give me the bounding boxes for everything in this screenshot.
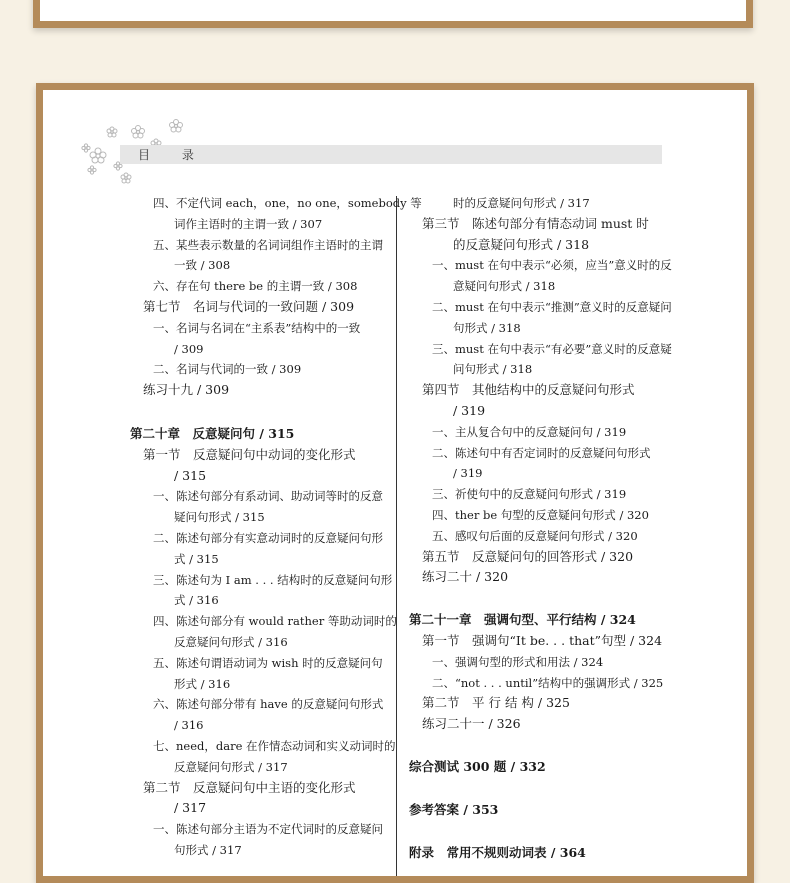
toc-section-continued: 的反意疑问句形式 / 318 [453,236,590,252]
toc-subitem: 四、陈述句部分有 would rather 等助动词时的 [153,614,397,629]
toc-subitem: 三、祈使句中的反意疑问句形式 / 319 [432,487,627,502]
toc-section: 第五节 反意疑问句的回答形式 / 320 [422,548,634,564]
toc-chapter: 附录 常用不规则动词表 / 364 [409,844,586,860]
toc-subitem: 四、ther be 句型的反意疑问句形式 / 320 [432,508,649,522]
toc-subitem: 五、陈述句谓语动词为 wish 时的反意疑问句 [153,655,383,670]
toc-subitem: 二、陈述句部分有实意动词时的反意疑问句形 [153,531,383,545]
page-title: 目 录 [138,148,208,162]
toc-subitem-continued: 意疑问句形式 / 318 [453,279,556,294]
column-divider [396,196,397,876]
toc-subitem: 一、陈述句部分有系动词、助动词等时的反意 [153,489,383,504]
toc-subitem: 三、must 在句中表示“有必要”意义时的反意疑 [432,341,672,356]
toc-subitem: 四、不定代词 each，one，no one，somebody 等 [153,196,422,210]
toc-chapter: 综合测试 300 题 / 332 [409,759,546,774]
toc-subitem-continued: 时的反意疑问句形式 / 317 [453,196,590,210]
toc-exercise: 练习十九 / 309 [143,382,230,398]
toc-subitem-continued: 反意疑问句形式 / 316 [174,635,288,649]
toc-subitem: 七、need，dare 在作情态动词和实义动词时的 [153,739,396,753]
top-page-frame [33,0,753,28]
toc-section-continued: / 319 [453,403,486,418]
toc-subitem-continued: / 309 [174,341,204,356]
toc-section: 第七节 名词与代词的一致问题 / 309 [143,299,355,314]
toc-exercise: 练习二十 / 320 [422,569,509,585]
toc-subitem: 一、陈述句部分主语为不定代词时的反意疑问 [153,822,383,837]
toc-chapter: 第二十章 反意疑问句 / 315 [130,426,295,441]
toc-subitem-continued: 反意疑问句形式 / 317 [174,759,288,774]
toc-chapter: 参考答案 / 353 [409,801,499,817]
toc-subitem: 一、must 在句中表示“必须，应当”意义时的反 [432,258,672,273]
toc-subitem-continued: 形式 / 316 [174,676,231,691]
toc-section-continued: / 315 [174,467,207,483]
toc-exercise: 练习二十一 / 326 [422,716,521,732]
toc-subitem: 二、名词与代词的一致 / 309 [153,362,302,377]
toc-section: 第三节 陈述句部分有情态动词 must 时 [422,215,649,231]
toc-subitem-continued: 疑问句形式 / 315 [174,510,265,525]
toc-subitem: 一、强调句型的形式和用法 / 324 [432,654,604,669]
toc-subitem: 二、“not . . . until”结构中的强调形式 / 325 [432,675,664,690]
toc-section-continued: / 317 [174,800,207,816]
toc-subitem: 二、陈述句中有否定词时的反意疑问句形式 [432,445,651,460]
toc-subitem: 五、感叹句后面的反意疑问句形式 / 320 [432,528,638,543]
toc-subitem: 一、主从复合句中的反意疑问句 / 319 [432,424,627,439]
toc-section: 第二节 反意疑问句中主语的变化形式 [143,779,356,795]
toc-subitem-continued: 句形式 / 317 [174,843,242,857]
toc-subitem-continued: / 319 [453,466,483,481]
toc-subitem-continued: / 316 [174,718,204,733]
toc-subitem: 五、某些表示数量的名词词组作主语时的主谓 [153,237,383,252]
toc-chapter: 第二十一章 强调句型、平行结构 / 324 [409,612,636,628]
toc-subitem-continued: 句形式 / 318 [453,320,521,335]
toc-subitem-continued: 式 / 315 [174,551,219,566]
toc-section: 第一节 反意疑问句中动词的变化形式 [143,446,356,462]
toc-section: 第二节 平 行 结 构 / 325 [422,695,570,711]
toc-subitem-continued: 式 / 316 [174,593,219,608]
toc-subitem-continued: 词作主语时的主谓一致 / 307 [174,216,323,231]
toc-subitem-continued: 一致 / 308 [174,258,231,273]
toc-subitem: 二、must 在句中表示“推测”意义时的反意疑问 [432,300,672,314]
toc-subitem-continued: 问句形式 / 318 [453,362,533,377]
toc-subitem: 六、陈述句部分带有 have 的反意疑问句形式 [153,697,384,712]
toc-subitem: 六、存在句 there be 的主谓一致 / 308 [153,279,358,294]
toc-subitem: 三、陈述句为 I am . . . 结构时的反意疑问句形 [153,572,393,587]
toc-section: 第四节 其他结构中的反意疑问句形式 [422,382,635,398]
toc-subitem: 一、名词与名词在“主系表”结构中的一致 [153,320,361,335]
toc-section: 第一节 强调句“It be. . . that”句型 / 324 [422,633,663,648]
contents-header-bar [120,145,662,164]
